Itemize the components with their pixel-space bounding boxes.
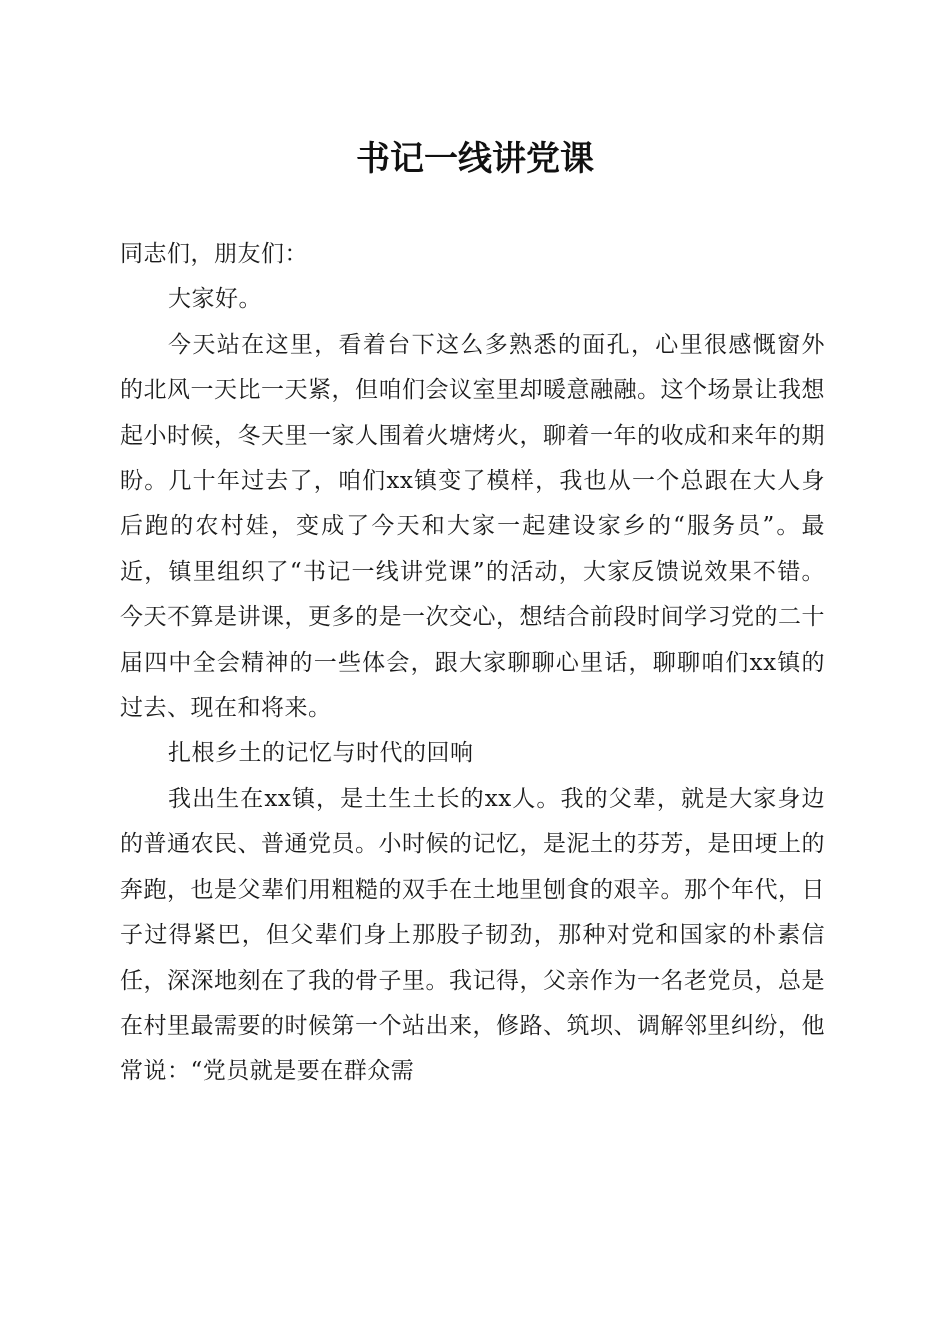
page-title: 书记一线讲党课 xyxy=(356,139,594,179)
document-body xyxy=(120,232,825,1095)
paragraph: 今天站在这里，看着台下这么多熟悉的面孔，心里很感慨窗外的北风一天比一天紧，但咱们会议室里却暖意融融。这个场景让我想起小时候，冬天里一家人围着火塘烤火，聊着一年的收成和来年的期盼。几十年过去了，咱们xx镇变了模样，我也从一个总跟在大人身后跑的农村娃，变成了今天和大家一起建设家乡的“服务员”。最近，镇里组织了“书记一线讲党课”的活动，大家反馈说效果不错。今天不算是讲课，更多的是一次交心，想结合前段时间学习党的二十届四中全会精神的一些体会，跟大家聊聊心里话，聊聊咱们xx镇的过去、现在和将来。 xyxy=(120,331,825,722)
salutation: 同志们，朋友们： xyxy=(120,241,308,267)
section-heading: 扎根乡土的记忆与时代的回响 xyxy=(168,740,474,767)
paragraph: 我出生在xx镇，是土生土长的xx人。我的父辈，就是大家身边的普通农民、普通党员。小时候的记忆，是泥土的芬芳，是田埂上的奔跑，也是父辈们用粗糙的双手在土地里刨食的艰辛。那个年代，日子过得紧巴，但父辈们身上那股子韧劲，那种对党和国家的朴素信任，深深地刻在了我的骨子里。我记得，父亲作为一名老党员，总是在村里最需要的时候第一个站出来，修路、筑坝、调解邻里纠纷，他常说：“党员就是要在群众需 xyxy=(120,785,825,1085)
greeting: 大家好。 xyxy=(168,286,262,313)
